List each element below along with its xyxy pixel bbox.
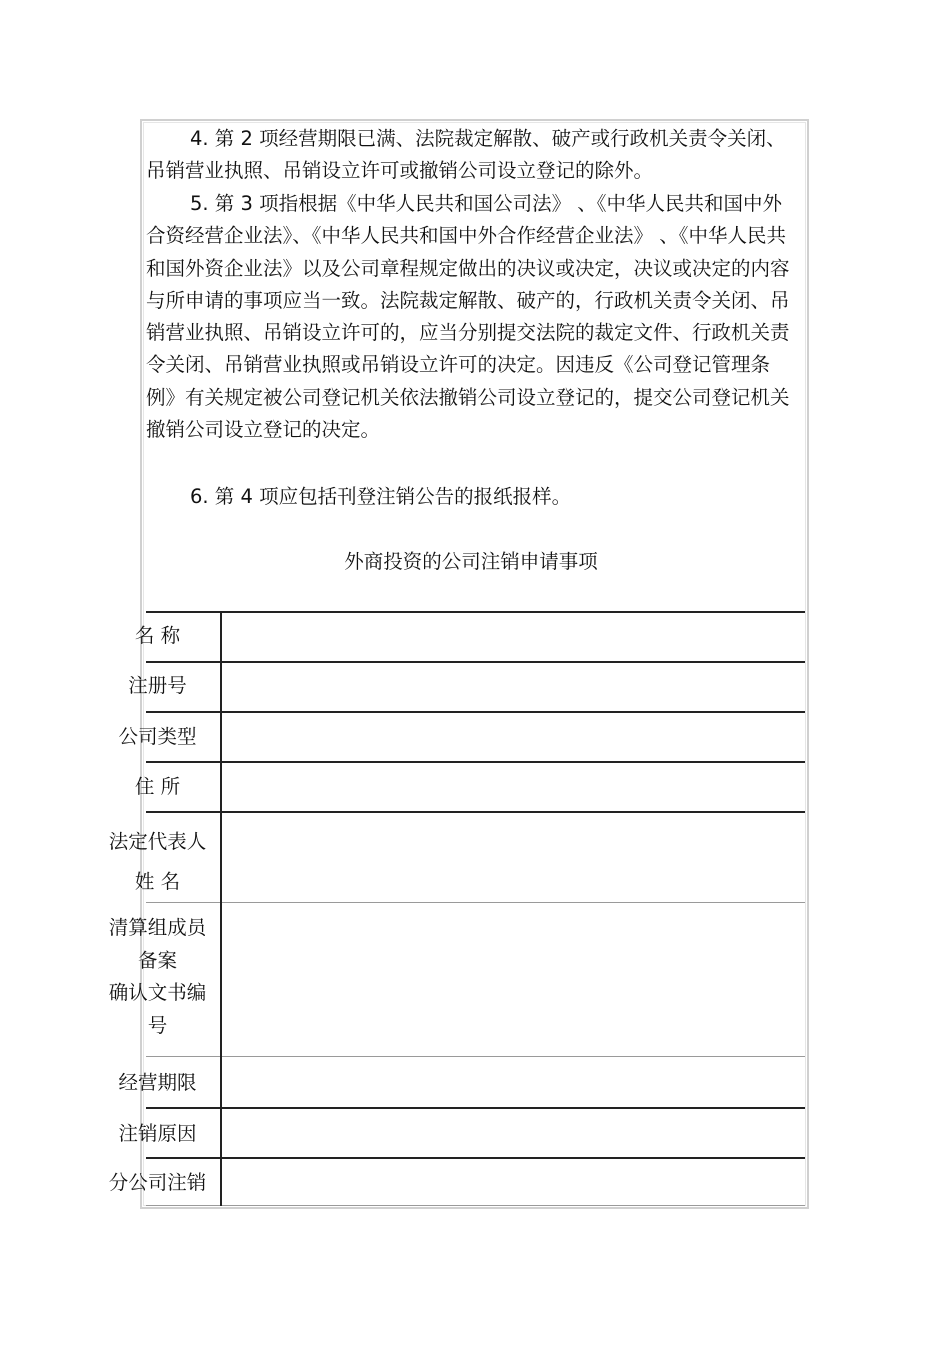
row-label-operating-period: 经营期限 <box>118 1071 197 1094</box>
paragraph-item-4: 4. 第 2 项经营期限已满、法院裁定解散、破产或行政机关责令关闭、吊销营业执照、吊销设立许可或撤销公司设立登记的除外。 <box>146 127 786 183</box>
row-label-cancellation-reason: 注销原因 <box>118 1122 197 1145</box>
row-label-legal-representative: 法定代表人 姓 名 <box>108 830 207 893</box>
table-rule <box>146 1056 805 1057</box>
value-cell-address[interactable] <box>224 763 804 810</box>
row-label-liquidation-record: 清算组成员 备案 确认文书编 号 <box>108 916 207 1037</box>
table-column-divider <box>220 611 222 1206</box>
table-rule <box>146 1205 805 1206</box>
form-title: 外商投资的公司注销申请事项 <box>344 550 598 573</box>
table-rule <box>146 902 805 903</box>
value-cell-company-type[interactable] <box>224 713 804 760</box>
value-cell-registration-no[interactable] <box>224 663 804 710</box>
row-label-company-type: 公司类型 <box>118 725 197 748</box>
paragraph-item-5: 5. 第 3 项指根据《中华人民共和国公司法》 、《中华人民共和国中外合资经营企业法》、《中华人民共和国中外合作经营企业法》 、《中华人民共和国外资企业法》以及公司章程规定做出的决议或决定，决议或决定的内容与所申请的事项应当一致。法院裁定解散、破产的，行政机关责令关闭、吊销营业执照、吊销设立许可的，应当分别提交法院的裁定文件、行政机关责令关闭、吊销营业执照或吊销设立许可的决定。因违反《公司登记管理条例》有关规定被公司登记机关依法撤销公司设立登记的，提交公司登记机关撤销公司设立登记的决定。 <box>146 192 790 442</box>
row-label-address: 住 所 <box>134 775 181 798</box>
paragraph-item-6: 6. 第 4 项应包括刊登注销公告的报纸报样。 <box>190 485 572 508</box>
row-label-registration-no: 注册号 <box>128 674 187 697</box>
value-cell-name[interactable] <box>224 613 804 660</box>
row-label-branch-cancellation: 分公司注销 <box>108 1171 207 1194</box>
value-cell-legal-representative[interactable] <box>224 813 804 901</box>
value-cell-operating-period[interactable] <box>224 1058 804 1106</box>
row-label-name: 名 称 <box>134 624 181 647</box>
value-cell-liquidation-record[interactable] <box>224 904 804 1055</box>
value-cell-cancellation-reason[interactable] <box>224 1109 804 1156</box>
value-cell-branch-cancellation[interactable] <box>224 1159 804 1204</box>
